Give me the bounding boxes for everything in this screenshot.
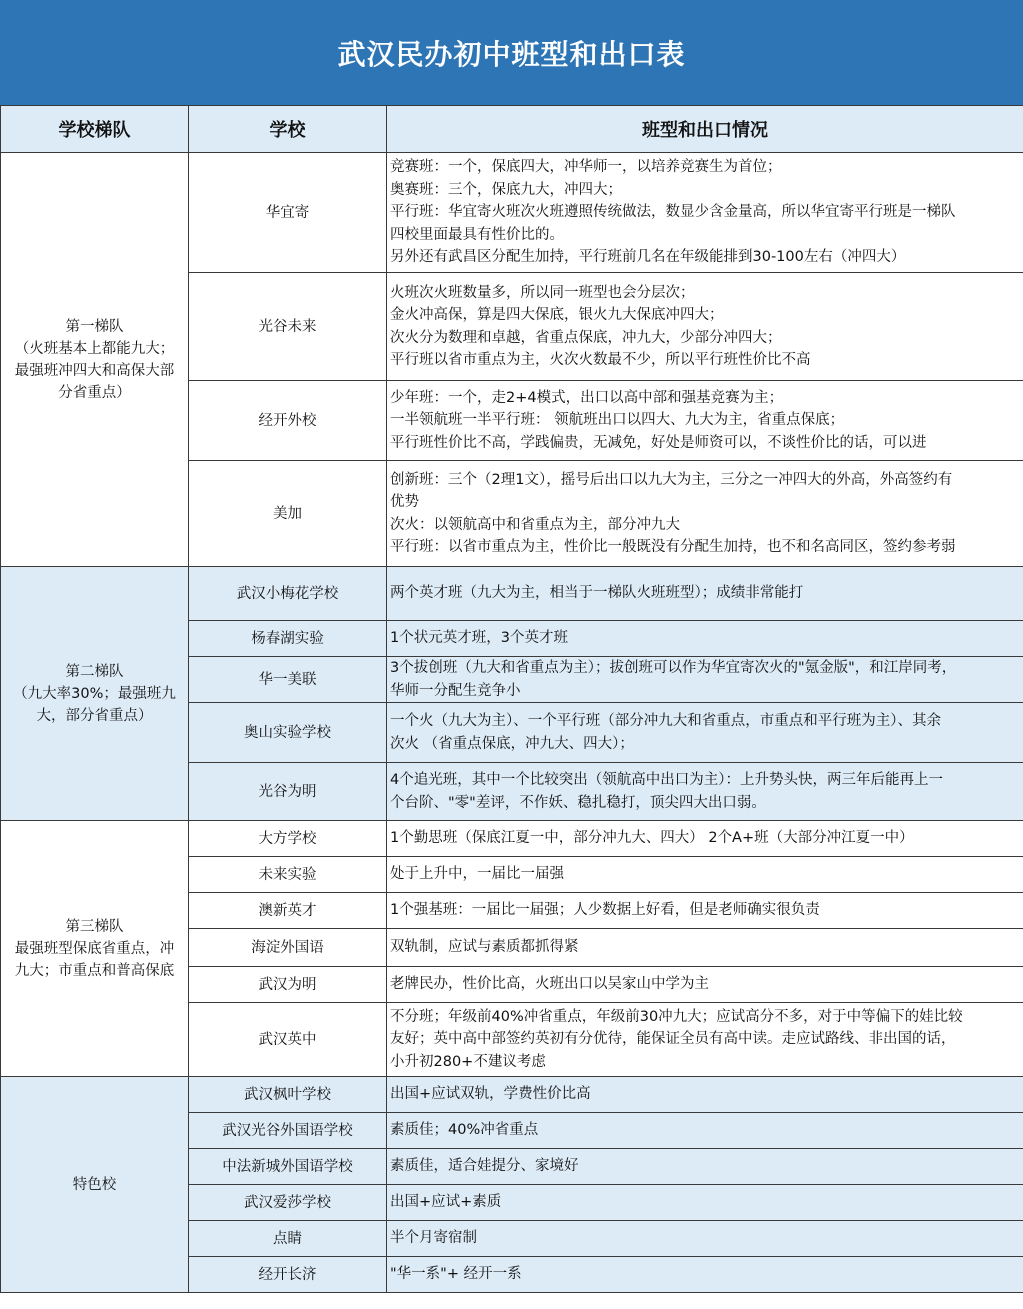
detail-line: 奥赛班：三个，保底九大，冲四大； — [390, 181, 622, 198]
tier-label-line: （火班基本上都能九大； — [14, 340, 175, 357]
tier-label-line: 第三梯队 — [65, 918, 124, 935]
tier-label-line: 最强班型保底省重点，冲 — [14, 940, 175, 957]
detail-line: 出国+应试双轨，学费性价比高 — [390, 1086, 591, 1103]
school-name: 武汉英中 — [189, 1003, 387, 1077]
table-row — [1, 1077, 1023, 1113]
tier-label-line: 大，部分省重点） — [36, 707, 153, 724]
tier-cell — [1, 567, 189, 821]
school-name: 武汉枫叶学校 — [189, 1077, 387, 1113]
school-detail — [387, 153, 1023, 273]
detail-line: 一半领航班一半平行班： 领航班出口以四大、九大为主，省重点保底； — [390, 412, 845, 429]
detail-line: 处于上升中，一届比一届强 — [390, 866, 564, 883]
school-name: 经开长济 — [189, 1257, 387, 1293]
header-tier: 学校梯队 — [1, 106, 189, 153]
school-name: 海淀外国语 — [189, 929, 387, 967]
school-name: 武汉光谷外国语学校 — [189, 1113, 387, 1149]
school-name: 华宜寄 — [189, 153, 387, 273]
tier-cell — [1, 1077, 189, 1293]
school-name: 华一美联 — [189, 657, 387, 703]
school-detail — [387, 1113, 1023, 1149]
tier-label-line: 第一梯队 — [65, 318, 124, 335]
detail-line: 不分班；年级前40%冲省重点，年级前30冲九大；应试高分不多，对于中等偏下的娃比较 — [390, 1008, 963, 1025]
detail-line: 金火冲高保，算是四大保底，银火九大保底冲四大； — [390, 307, 724, 323]
detail-line: 另外还有武昌区分配生加持，平行班前几名在年级能排到30-100左右（冲四大） — [390, 249, 906, 266]
detail-line: 竞赛班：一个，保底四大，冲华师一，以培养竞赛生为首位； — [390, 159, 782, 176]
school-table — [0, 105, 1023, 1293]
detail-line: 平行班性价比不高，学践偏贵，无减免，好处是师资可以，不谈性价比的话，可以进 — [390, 434, 927, 451]
detail-line: 一个火（九大为主）、一个平行班（部分冲九大和省重点，市重点和平行班为主）、其余 — [390, 713, 941, 729]
school-name: 经开外校 — [189, 381, 387, 461]
tier-label-line: 分省重点） — [58, 384, 131, 401]
table-body — [1, 153, 1023, 1293]
tier-label-line: 特色校 — [72, 1176, 117, 1193]
school-detail — [387, 967, 1023, 1003]
school-detail — [387, 1149, 1023, 1185]
detail-line: 出国+应试+素质 — [390, 1194, 502, 1211]
school-detail — [387, 703, 1023, 763]
detail-line: 华师一分配生竞争小 — [390, 682, 521, 699]
school-detail — [387, 763, 1023, 821]
detail-line: 平行班以省市重点为主，火次火数最不少，所以平行班性价比不高 — [390, 352, 811, 368]
school-detail — [387, 567, 1023, 621]
detail-line: 优势 — [390, 494, 419, 510]
header-school: 学校 — [189, 106, 387, 153]
school-detail — [387, 461, 1023, 567]
school-name: 未来实验 — [189, 857, 387, 893]
detail-line: 小升初280+不建议考虑 — [390, 1053, 546, 1070]
school-name: 点睛 — [189, 1221, 387, 1257]
header-row — [1, 106, 1023, 153]
detail-line: 4个追光班，其中一个比较突出（领航高中出口为主）：上升势头快，两三年后能再上一 — [390, 772, 943, 788]
detail-line: 次火分为数理和卓越，省重点保底，冲九大，少部分冲四大； — [390, 329, 782, 346]
school-detail — [387, 1077, 1023, 1113]
detail-line: 素质佳；40%冲省重点 — [390, 1122, 539, 1139]
tier-cell — [1, 821, 189, 1077]
school-name: 奥山实验学校 — [189, 703, 387, 763]
school-detail — [387, 273, 1023, 381]
header-detail: 班型和出口情况 — [387, 106, 1023, 153]
tier-cell — [1, 153, 189, 567]
detail-line: 平行班：华宜寄火班次火班遵照传统做法，数显少含金量高，所以华宜寄平行班是一梯队 — [390, 204, 956, 221]
table-title: 武汉民办初中班型和出口表 — [0, 0, 1023, 105]
detail-line: 两个英才班（九大为主，相当于一梯队火班班型）；成绩非常能打 — [390, 585, 804, 602]
school-detail — [387, 621, 1023, 657]
detail-line: 次火：以领航高中和省重点为主，部分冲九大 — [390, 516, 680, 533]
detail-line: "华一系"+ 经开一系 — [390, 1266, 522, 1283]
detail-line: 少年班：一个，走2+4模式，出口以高中部和强基竞赛为主； — [390, 389, 784, 406]
school-name: 武汉爱莎学校 — [189, 1185, 387, 1221]
table-row — [1, 153, 1023, 273]
school-detail — [387, 381, 1023, 461]
tier-label-line: 最强班冲四大和高保大部 — [14, 362, 175, 379]
school-name: 武汉为明 — [189, 967, 387, 1003]
detail-line: 平行班：以省市重点为主，性价比一般既没有分配生加持，也不和名高同区，签约参考弱 — [390, 539, 956, 555]
school-detail — [387, 1185, 1023, 1221]
detail-line: 友好；英中高中部签约英初有分优待，能保证全员有高中读。走应试路线、非出国的话， — [390, 1031, 956, 1048]
detail-line: 老牌民办，性价比高，火班出口以吴家山中学为主 — [390, 976, 709, 993]
table-row — [1, 567, 1023, 621]
school-detail — [387, 857, 1023, 893]
school-detail — [387, 929, 1023, 967]
school-detail — [387, 1221, 1023, 1257]
detail-line: 创新班：三个（2理1文），摇号后出口以九大为主，三分之一冲四大的外高，外高签约有 — [390, 471, 953, 488]
school-detail — [387, 657, 1023, 703]
school-name: 中法新城外国语学校 — [189, 1149, 387, 1185]
school-detail — [387, 821, 1023, 857]
tier-label-line: 九大；市重点和普高保底 — [14, 962, 175, 979]
detail-line: 1个状元英才班，3个英才班 — [390, 630, 568, 647]
detail-line: 素质佳，适合娃提分、家境好 — [390, 1158, 579, 1175]
school-name: 光谷为明 — [189, 763, 387, 821]
school-detail — [387, 1003, 1023, 1077]
detail-line: 3个拔创班（九大和省重点为主）；拔创班可以作为华宜寄次火的"氪金版"，和江岸同考， — [390, 660, 957, 676]
detail-line: 个台阶、"零"差评，不作妖、稳扎稳打，顶尖四大出口弱。 — [390, 794, 766, 811]
school-name: 光谷未来 — [189, 273, 387, 381]
detail-line: 双轨制，应试与素质都抓得紧 — [390, 939, 579, 956]
tier-label-line: 第二梯队 — [65, 663, 124, 680]
detail-line: 1个强基班：一届比一届强；人少数据上好看，但是老师确实很负责 — [390, 902, 820, 919]
detail-line: 次火 （省重点保底，冲九大、四大）； — [390, 735, 634, 752]
school-name: 美加 — [189, 461, 387, 567]
detail-line: 半个月寄宿制 — [390, 1230, 477, 1247]
school-name: 杨春湖实验 — [189, 621, 387, 657]
detail-line: 火班次火班数量多，所以同一班型也会分层次； — [390, 284, 695, 301]
detail-line: 四校里面最具有性价比的。 — [390, 226, 564, 243]
school-name: 武汉小梅花学校 — [189, 567, 387, 621]
school-detail — [387, 893, 1023, 929]
school-name: 澳新英才 — [189, 893, 387, 929]
school-name: 大方学校 — [189, 821, 387, 857]
table-row — [1, 821, 1023, 857]
school-detail — [387, 1257, 1023, 1293]
tier-label-line: （九大率30%；最强班九 — [13, 685, 176, 702]
detail-line: 1个勤思班（保底江夏一中，部分冲九大、四大） 2个A+班（大部分冲江夏一中） — [390, 830, 914, 847]
